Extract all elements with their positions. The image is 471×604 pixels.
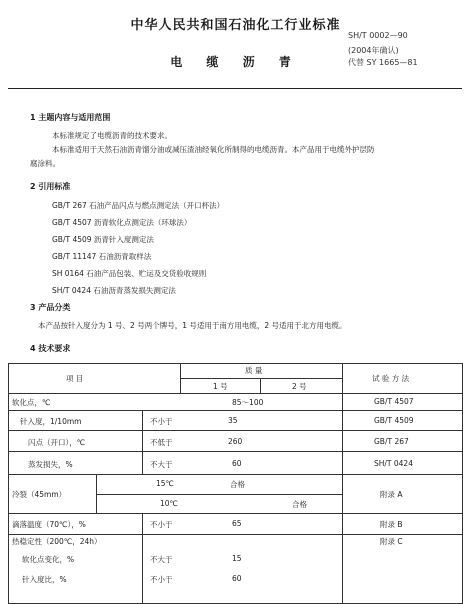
- row-value-penetration: 35: [228, 416, 238, 425]
- section-2-heading: 2 引用标准: [30, 182, 71, 191]
- table-col-rule: [180, 363, 181, 393]
- table-row-rule: [96, 494, 342, 495]
- header-divider: [8, 88, 462, 89]
- reference-item: SH 0164 石油产品包装、贮运及交货验收规则: [52, 269, 207, 278]
- row-method-thermal-stability: 附录 C: [380, 537, 403, 546]
- row-method-softening-point: GB/T 4507: [374, 397, 414, 406]
- reference-item: GB/T 267 石油产品闪点与燃点测定法（开口杯法）: [52, 201, 225, 210]
- table-top-border: [8, 363, 462, 364]
- section-3-paragraph: 本产品按针入度分为 1 号、2 号两个牌号，1 号适用于南方用电缆，2 号适用于北方用电缆。: [38, 321, 347, 330]
- table-row-rule: [8, 513, 462, 514]
- row-value-softening-point: 85～100: [232, 398, 264, 407]
- row-temp-cold-crack-1: 15℃: [156, 479, 174, 488]
- row-label-penetration: 针入度，1/10mm: [20, 417, 82, 426]
- row-label-thermal-stability: 热稳定性（200℃，24h）: [12, 537, 102, 546]
- standard-replace: 代替 SY 1665—81: [348, 58, 418, 67]
- row-label-cold-crack: 冷裂（45mm）: [12, 490, 67, 499]
- table-row-rule: [8, 410, 462, 411]
- row-label-evaporation-loss: 蒸发损失，%: [28, 460, 73, 469]
- row-limit-penetration: 不小于: [150, 417, 173, 426]
- row-limit-thermal-penetration-ratio: 不小于: [150, 575, 173, 584]
- table-header-method: 试 验 方 法: [372, 374, 410, 383]
- row-label-thermal-penetration-ratio: 针入度比，%: [22, 575, 67, 584]
- row-value-drip: 65: [232, 519, 242, 528]
- row-method-drip: 附录 B: [380, 520, 403, 529]
- table-col-rule: [142, 513, 143, 603]
- table-row-rule: [8, 474, 462, 475]
- row-result-cold-crack-1: 合格: [230, 480, 245, 489]
- table-col-rule: [96, 474, 97, 513]
- table-header-quality: 质 量: [245, 366, 263, 375]
- table-left-border: [8, 363, 9, 604]
- row-method-flash-point: GB/T 267: [374, 437, 409, 446]
- section-3-heading: 3 产品分类: [30, 303, 71, 312]
- row-temp-cold-crack-2: 10℃: [160, 499, 178, 508]
- org-title: 中华人民共和国石油化工行业标准: [130, 18, 341, 33]
- table-col-rule: [260, 378, 261, 393]
- row-label-drip: 滴落温度（70℃），%: [12, 520, 86, 529]
- section-1-paragraph-2-cont: 腐涂料。: [30, 159, 60, 168]
- section-1-heading: 1 主题内容与适用范围: [30, 113, 111, 122]
- row-method-penetration: GB/T 4509: [374, 416, 414, 425]
- section-1-paragraph-2: 本标准适用于天然石油沥青馏分油或减压渣油经氧化所制得的电缆沥青。本产品用于电缆外护层防: [52, 145, 375, 154]
- row-method-cold-crack: 附录 A: [380, 490, 403, 499]
- table-header-grade-1: 1 号: [213, 382, 228, 391]
- row-value-evaporation-loss: 60: [232, 459, 242, 468]
- table-header-divider: [180, 378, 342, 379]
- table-row-rule: [8, 534, 462, 535]
- table-col-rule: [142, 410, 143, 474]
- row-value-thermal-penetration-ratio: 60: [232, 574, 242, 583]
- row-limit-evaporation-loss: 不大于: [150, 460, 173, 469]
- row-label-flash-point: 闪点（开口），℃: [28, 438, 86, 447]
- reference-item: GB/T 4509 沥青针入度测定法: [52, 235, 154, 244]
- row-label-softening-point: 软化点，℃: [12, 398, 51, 407]
- table-col-rule: [342, 363, 343, 604]
- reference-item: SH/T 0424 石油沥青蒸发损失测定法: [52, 286, 176, 295]
- row-limit-drip: 不小于: [150, 520, 173, 529]
- row-limit-thermal-softening-change: 不大于: [150, 555, 173, 564]
- table-header-item: 项 目: [66, 374, 84, 383]
- standard-reconfirm: (2004年确认): [348, 46, 399, 55]
- row-method-evaporation-loss: SH/T 0424: [374, 459, 413, 468]
- table-row-rule: [8, 451, 462, 452]
- table-header-grade-2: 2 号: [292, 382, 307, 391]
- reference-item: GB/T 4507 沥青软化点测定法（环球法）: [52, 218, 192, 227]
- table-header-bottom: [8, 393, 462, 394]
- row-value-flash-point: 260: [228, 437, 243, 446]
- table-row-rule: [8, 430, 462, 431]
- table-right-border: [462, 363, 463, 604]
- row-limit-flash-point: 不低于: [150, 438, 173, 447]
- row-label-thermal-softening-change: 软化点变化，%: [22, 555, 75, 564]
- document-title: 电 缆 沥 青: [170, 55, 301, 69]
- standard-number: SH/T 0002—90: [348, 31, 408, 40]
- section-4-heading: 4 技术要求: [30, 344, 71, 353]
- row-value-thermal-softening-change: 15: [232, 554, 242, 563]
- section-1-paragraph-1: 本标准规定了电缆沥青的技术要求。: [52, 131, 172, 140]
- reference-item: GB/T 11147 石油沥青取样法: [52, 252, 152, 261]
- row-result-cold-crack-2: 合格: [292, 500, 307, 509]
